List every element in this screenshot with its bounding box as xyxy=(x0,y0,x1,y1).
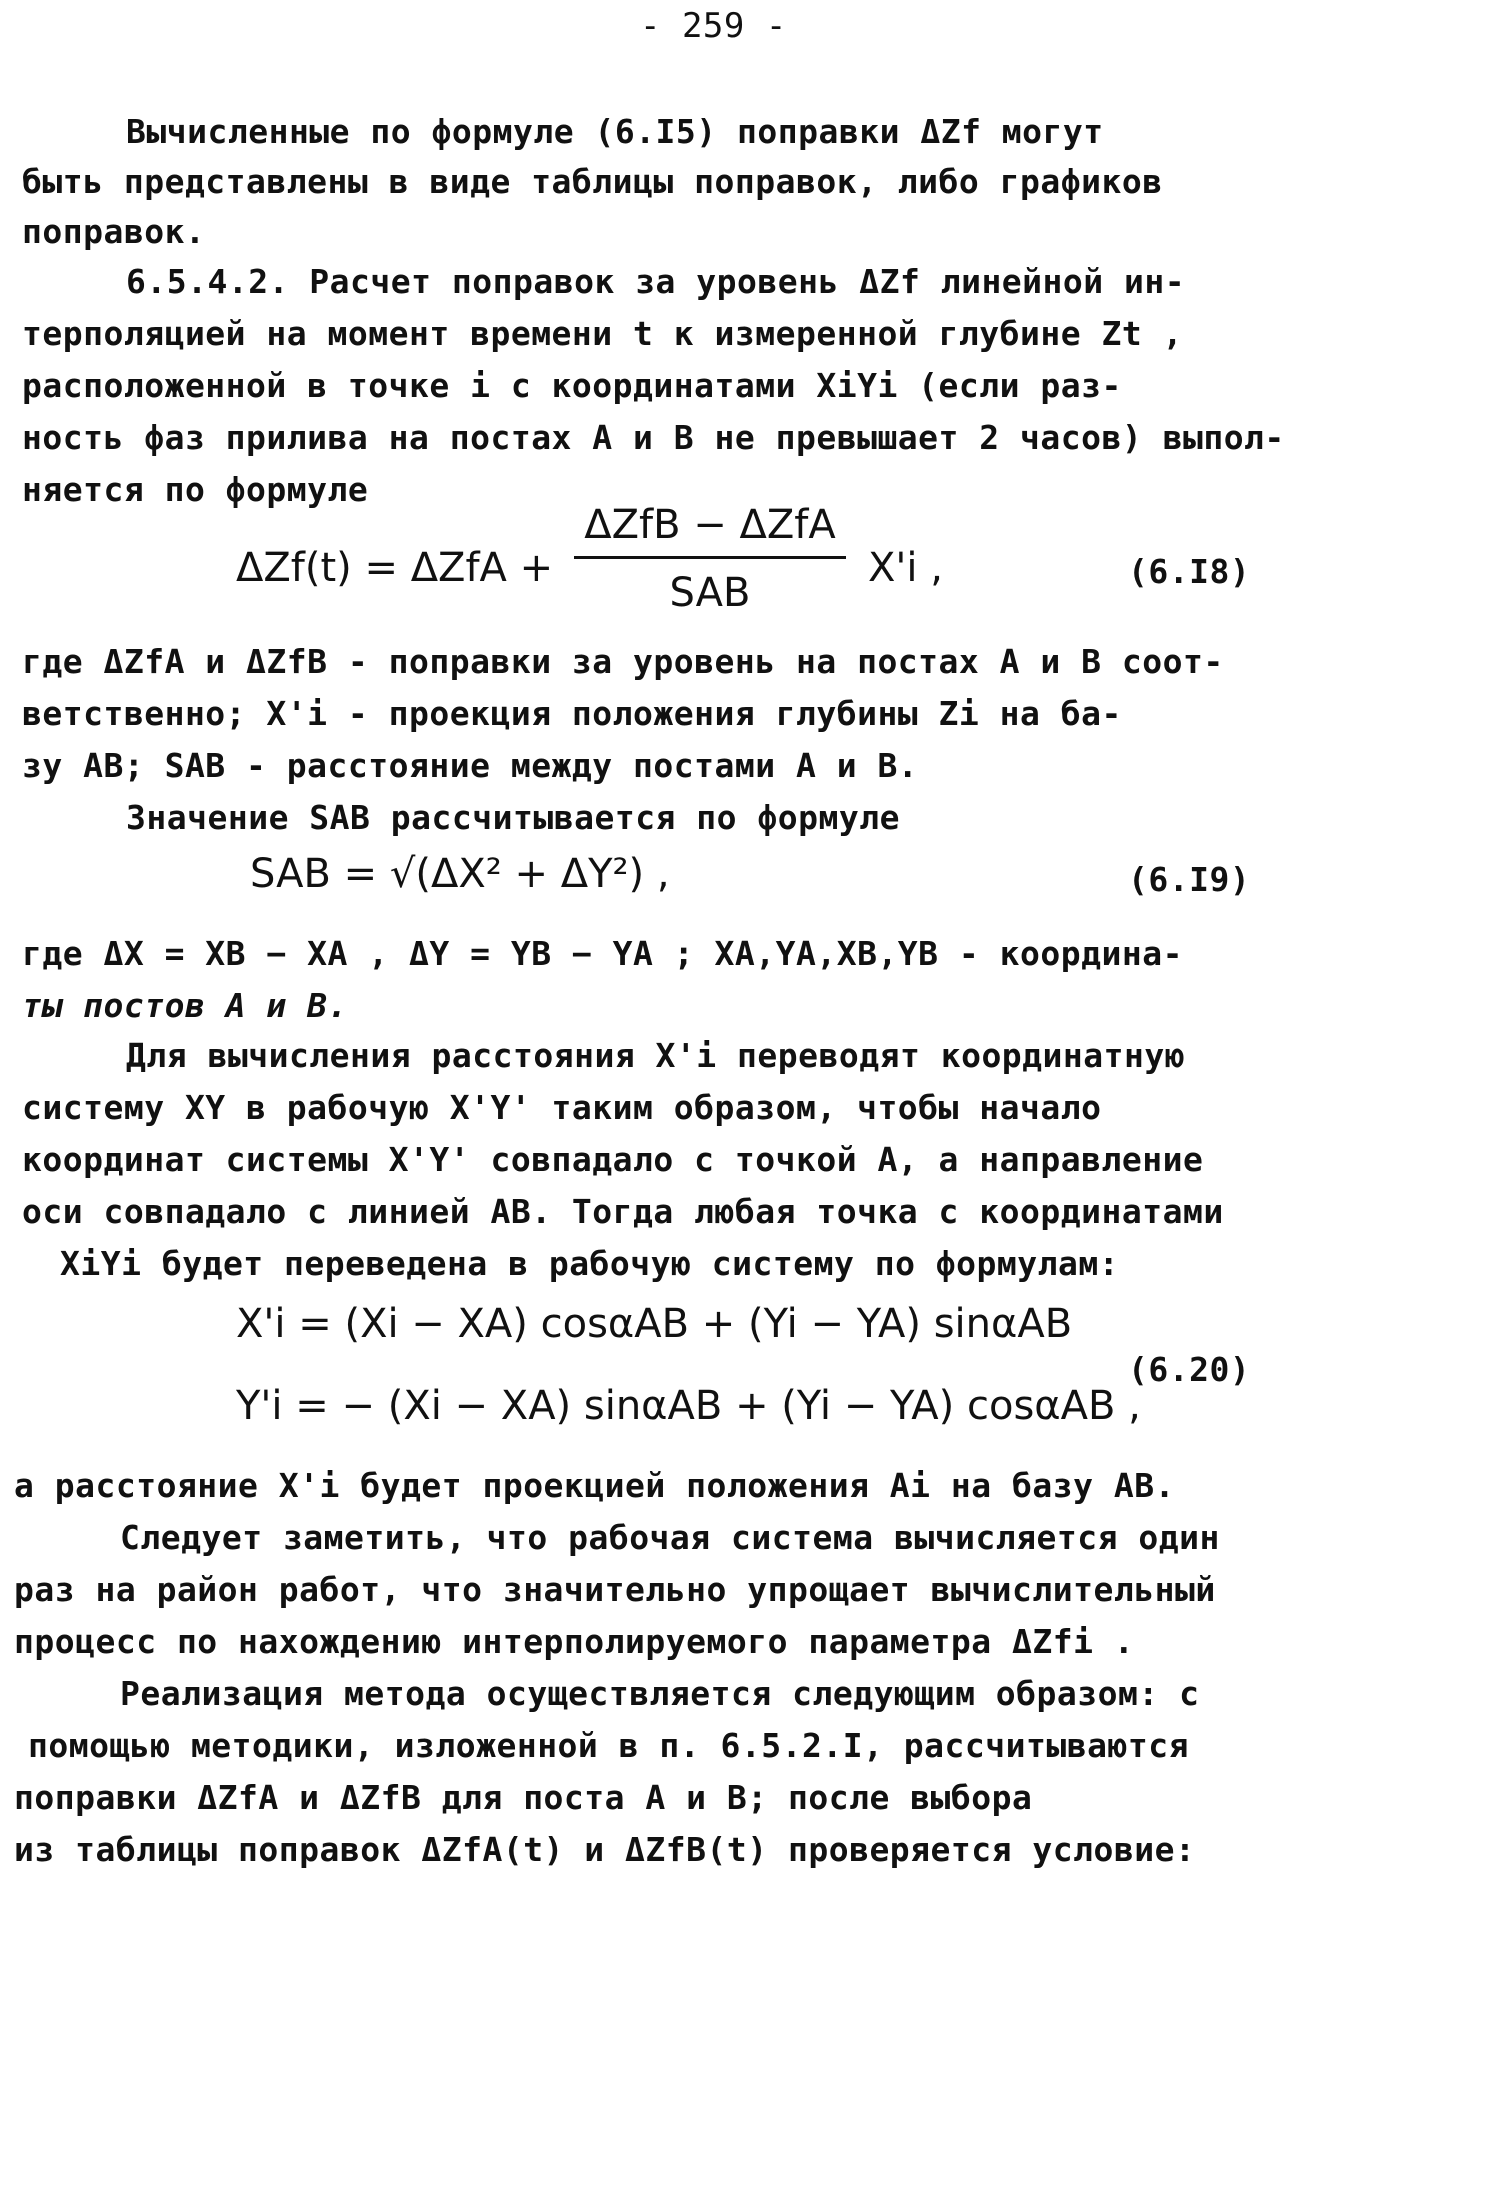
text-line-12: Значение SAB рассчитывается по формуле xyxy=(126,798,900,837)
text-line-16: систему XY в рабочую X'Y' таким образом, чтобы начало xyxy=(22,1088,1102,1127)
text-line-3: поправок. xyxy=(22,212,206,251)
text-line-9: где ΔZfA и ΔZfB - поправки за уровень на постах А и В соот- xyxy=(22,642,1224,681)
text-line-25: помощью методики, изложенной в п. 6.5.2.I, рассчитываются xyxy=(28,1726,1189,1765)
text-line-5: терполяцией на момент времени t к измеренной глубине Zt , xyxy=(22,314,1183,353)
formula-618-fraction-bar xyxy=(574,556,846,559)
formula-618-rhs: X'i , xyxy=(868,545,943,591)
text-line-24: Реализация метода осуществляется следующим образом: с xyxy=(120,1674,1200,1713)
text-line-13: где ΔX = XB − XA , ΔY = YB − YA ; XA,YA,XB,YB - координа- xyxy=(22,934,1183,973)
text-line-10: ветственно; X'i - проекция положения глубины Zi на ба- xyxy=(22,694,1122,733)
formula-620-number: (6.20) xyxy=(1128,1350,1251,1389)
formula-620-line-1: X'i = (Xi − XA) cosαAB + (Yi − YA) sinαAB xyxy=(236,1301,1073,1347)
text-line-1: Вычисленные по формуле (6.I5) поправки ΔZf могут xyxy=(126,112,1104,151)
formula-618-numerator: ΔZfB − ΔZfA xyxy=(584,502,836,548)
text-line-2: быть представлены в виде таблицы поправок, либо графиков xyxy=(22,162,1163,201)
formula-618-number: (6.I8) xyxy=(1128,552,1251,591)
text-line-22: раз на район работ, что значительно упрощает вычислительный xyxy=(14,1570,1216,1609)
formula-618-lhs: ΔZf(t) = ΔZfA + xyxy=(236,545,554,591)
text-line-14: ты постов А и В. xyxy=(22,986,348,1025)
formula-618-denominator: SAB xyxy=(669,570,751,616)
text-line-7: ность фаз прилива на постах А и В не превышает 2 часов) выпол- xyxy=(22,418,1285,457)
text-line-18: оси совпадало с линией АВ. Тогда любая точка с координатами xyxy=(22,1192,1224,1231)
text-line-21: Следует заметить, что рабочая система вычисляется один xyxy=(120,1518,1220,1557)
text-line-19: XiYi будет переведена в рабочую систему по формулам: xyxy=(60,1244,1120,1283)
formula-620-line-2: Y'i = − (Xi − XA) sinαAB + (Yi − YA) cosαAB , xyxy=(236,1383,1141,1429)
text-line-4: 6.5.4.2. Расчет поправок за уровень ΔZf линейной ин- xyxy=(126,262,1186,301)
text-line-15: Для вычисления расстояния X'i переводят координатную xyxy=(126,1036,1186,1075)
text-line-27: из таблицы поправок ΔZfA(t) и ΔZfB(t) проверяется условие: xyxy=(14,1830,1196,1869)
page-number: - 259 - xyxy=(640,6,787,46)
formula-619-expr: SAB = √(ΔX² + ΔY²) , xyxy=(250,851,670,897)
text-line-26: поправки ΔZfA и ΔZfB для поста А и В; после выбора xyxy=(14,1778,1033,1817)
text-line-20: а расстояние X'i будет проекцией положения Ai на базу АВ. xyxy=(14,1466,1175,1505)
text-line-6: расположенной в точке i с координатами XiYi (если раз- xyxy=(22,366,1122,405)
text-line-17: координат системы X'Y' совпадало с точкой А, а направление xyxy=(22,1140,1204,1179)
text-line-11: зу АВ; SAB - расстояние между постами А и В. xyxy=(22,746,919,785)
text-line-8: няется по формуле xyxy=(22,470,369,509)
text-line-23: процесс по нахождению интерполируемого параметра ΔZfi . xyxy=(14,1622,1135,1661)
formula-619-number: (6.I9) xyxy=(1128,860,1251,899)
